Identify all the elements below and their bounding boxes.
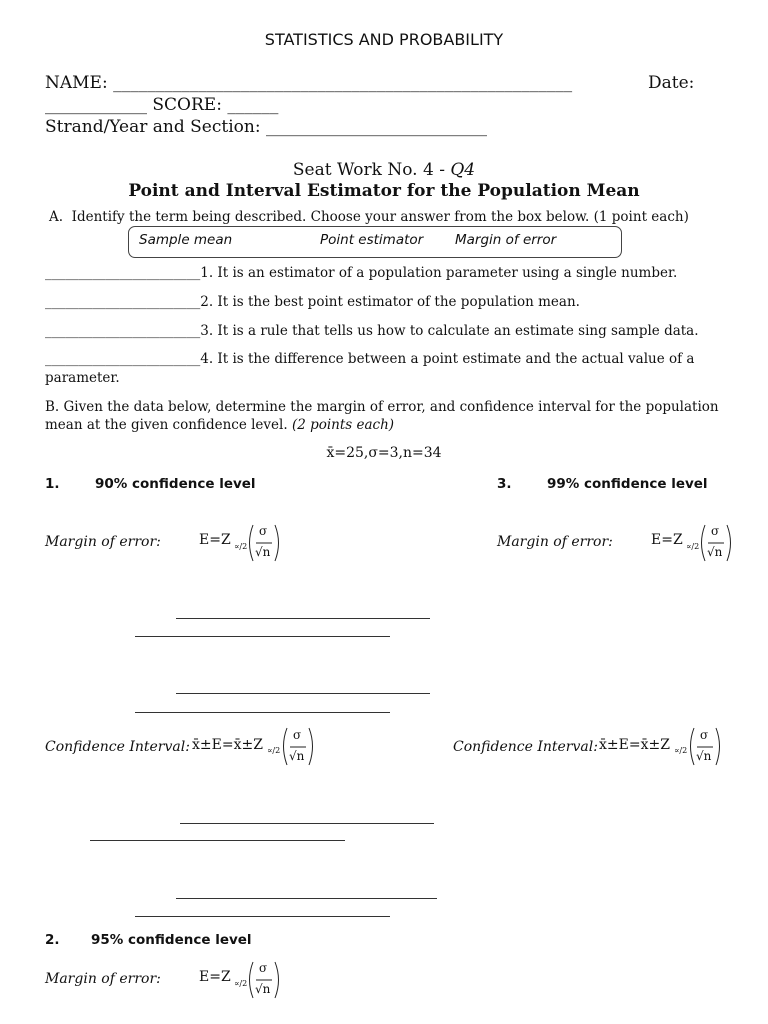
name-row bbox=[45, 73, 572, 93]
score-label: SCORE: bbox=[152, 95, 222, 115]
part-b-instruction-2 bbox=[45, 417, 394, 433]
answer-line[interactable] bbox=[90, 840, 345, 841]
part-a-letter: A. bbox=[49, 209, 64, 225]
worksheet-title: STATISTICS AND PROBABILITY bbox=[264, 30, 504, 49]
part-a-item-3 bbox=[45, 323, 699, 339]
moe-formula-num: σ bbox=[259, 524, 268, 538]
answer-line[interactable] bbox=[176, 618, 430, 619]
ci-formula-sub: ∝/2 bbox=[674, 746, 688, 755]
answer-blank-1[interactable]: _______________________ bbox=[45, 265, 201, 281]
problem-1-number: 1. bbox=[45, 476, 60, 492]
strand-label: Strand/Year and Section: bbox=[45, 117, 261, 137]
answer-blank-3[interactable]: _______________________ bbox=[45, 323, 201, 339]
paren-icon bbox=[651, 522, 741, 564]
name-blank[interactable]: ______________________________________________________ bbox=[113, 73, 573, 93]
problem-2-level: 95% confidence level bbox=[91, 932, 252, 948]
problem-3-number: 3. bbox=[497, 476, 512, 492]
seatwork-prefix: Seat Work No. 4 - bbox=[292, 160, 445, 180]
moe-formula-lhs: E=Z bbox=[199, 969, 231, 985]
moe-formula-lhs: E=Z bbox=[199, 532, 231, 548]
part-a-item-1 bbox=[45, 265, 677, 281]
moe-formula-3 bbox=[651, 522, 741, 564]
part-a-item-2 bbox=[45, 294, 580, 310]
moe-formula-lhs: E=Z bbox=[651, 532, 683, 548]
item-4-continuation: parameter. bbox=[45, 370, 120, 386]
seatwork-quarter: Q4 bbox=[450, 160, 476, 180]
choice-point-estimator: Point estimator bbox=[320, 232, 424, 248]
problem-3-level: 99% confidence level bbox=[547, 476, 708, 492]
part-b-instruction-text: mean at the given confidence level. bbox=[45, 417, 288, 433]
ci-formula-1 bbox=[192, 725, 317, 767]
ci-formula-lhs: x̄±E=x̄±Z bbox=[599, 737, 670, 753]
item-text-2: 2. It is the best point estimator of the population mean. bbox=[200, 294, 580, 310]
ci-formula-sub: ∝/2 bbox=[267, 746, 281, 755]
part-b-instruction-1: B. Given the data below, determine the margin of error, and confidence interval for the population bbox=[45, 399, 719, 415]
answer-line[interactable] bbox=[180, 823, 434, 824]
moe-label-3: Margin of error: bbox=[497, 534, 613, 550]
paren-icon bbox=[199, 522, 289, 564]
answer-line[interactable] bbox=[176, 693, 430, 694]
problem-1-level: 90% confidence level bbox=[95, 476, 256, 492]
moe-formula-num: σ bbox=[711, 524, 720, 538]
choice-sample-mean: Sample mean bbox=[139, 232, 233, 248]
part-a-item-4 bbox=[45, 351, 694, 367]
answer-blank-4[interactable]: _______________________ bbox=[45, 351, 201, 367]
moe-formula-sub: ∝/2 bbox=[234, 542, 248, 551]
answer-line[interactable] bbox=[135, 636, 390, 637]
paren-icon bbox=[199, 959, 289, 1001]
ci-formula-den: √n bbox=[696, 749, 712, 763]
date-score-row bbox=[45, 95, 278, 115]
ci-formula-num: σ bbox=[700, 728, 709, 742]
score-blank[interactable]: ______ bbox=[227, 95, 279, 115]
part-b-points: (2 points each) bbox=[291, 417, 395, 433]
answer-line[interactable] bbox=[176, 898, 437, 899]
moe-label-1: Margin of error: bbox=[45, 534, 161, 550]
problem-2-number: 2. bbox=[45, 932, 60, 948]
answer-blank-2[interactable]: _______________________ bbox=[45, 294, 201, 310]
name-label: NAME: bbox=[45, 73, 108, 93]
given-data: x̄=25,σ=3,n=34 bbox=[326, 445, 442, 461]
moe-formula-num: σ bbox=[259, 961, 268, 975]
moe-formula-sub: ∝/2 bbox=[234, 979, 248, 988]
moe-formula-den: √n bbox=[707, 545, 723, 559]
choice-margin-of-error: Margin of error bbox=[455, 232, 557, 248]
moe-label-2: Margin of error: bbox=[45, 971, 161, 987]
ci-label-3: Confidence Interval: bbox=[453, 739, 598, 755]
ci-formula-lhs: x̄±E=x̄±Z bbox=[192, 737, 263, 753]
strand-blank[interactable]: __________________________ bbox=[265, 117, 487, 137]
answer-line[interactable] bbox=[135, 712, 390, 713]
item-text-4: 4. It is the difference between a point estimate and the actual value of a bbox=[200, 351, 695, 367]
date-blank[interactable]: ____________ bbox=[45, 95, 147, 115]
worksheet-heading: Point and Interval Estimator for the Population Mean bbox=[128, 181, 640, 201]
moe-formula-2 bbox=[199, 959, 289, 1001]
ci-formula-3 bbox=[599, 725, 724, 767]
answer-line[interactable] bbox=[135, 916, 390, 917]
date-label: Date: bbox=[648, 73, 695, 93]
ci-label-1: Confidence Interval: bbox=[45, 739, 190, 755]
moe-formula-sub: ∝/2 bbox=[686, 542, 700, 551]
ci-formula-den: √n bbox=[289, 749, 305, 763]
moe-formula-den: √n bbox=[255, 982, 271, 996]
moe-formula-1 bbox=[199, 522, 289, 564]
ci-formula-num: σ bbox=[293, 728, 302, 742]
part-a-text: Identify the term being described. Choose your answer from the box below. (1 point each) bbox=[71, 209, 689, 225]
item-text-1: 1. It is an estimator of a population parameter using a single number. bbox=[200, 265, 678, 281]
item-text-3: 3. It is a rule that tells us how to calculate an estimate sing sample data. bbox=[200, 323, 699, 339]
strand-row bbox=[45, 117, 487, 137]
seatwork-title bbox=[0, 160, 768, 180]
moe-formula-den: √n bbox=[255, 545, 271, 559]
part-a-instruction bbox=[49, 209, 689, 225]
